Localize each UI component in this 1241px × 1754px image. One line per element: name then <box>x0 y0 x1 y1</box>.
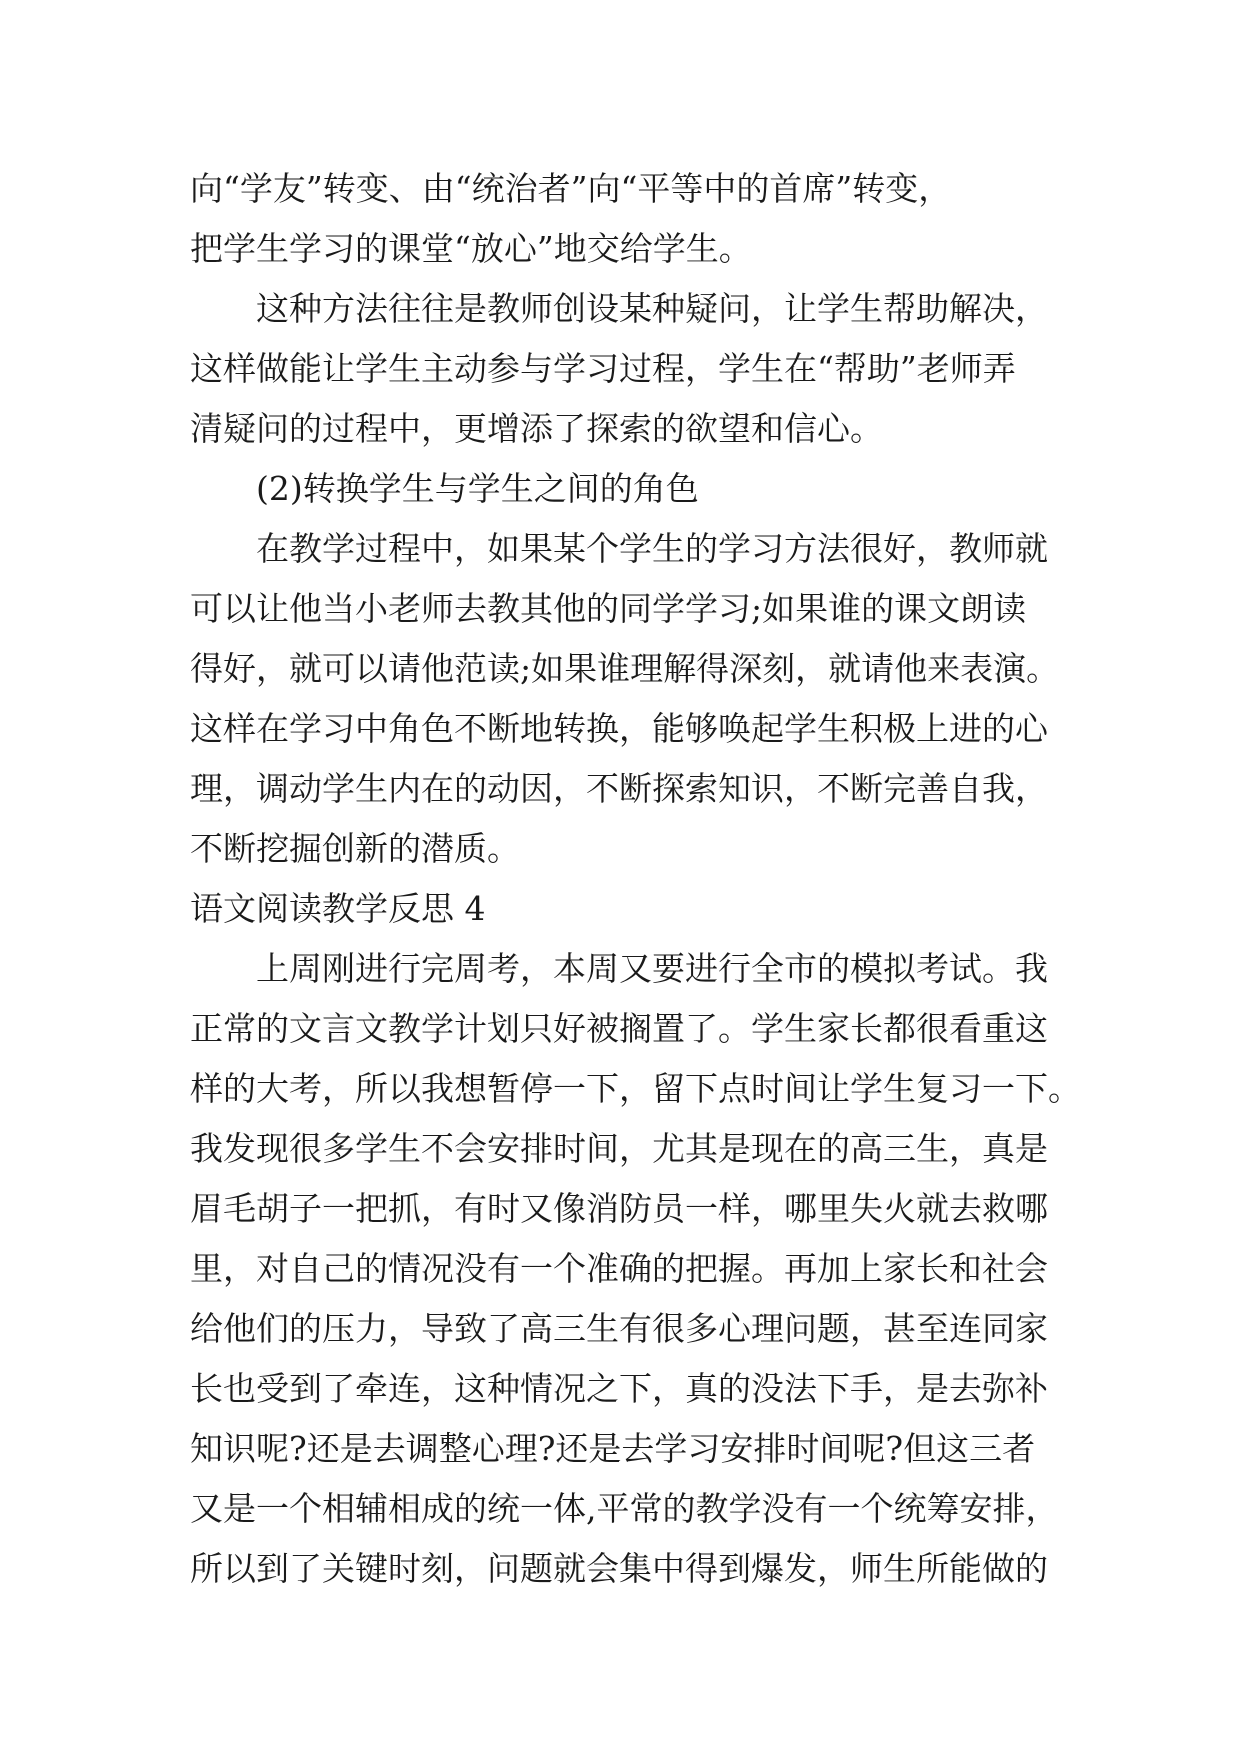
text-line: 可以让他当小老师去教其他的同学学习;如果谁的课文朗读 <box>190 589 1027 628</box>
text-line: 所以到了关键时刻，问题就会集中得到爆发，师生所能做的 <box>190 1549 1048 1588</box>
text-line: 不断挖掘创新的潜质。 <box>190 829 520 868</box>
paragraph-start-line: 上周刚进行完周考，本周又要进行全市的模拟考试。我 <box>256 949 1048 988</box>
text-line: 里，对自己的情况没有一个准确的把握。再加上家长和社会 <box>190 1249 1048 1288</box>
text-line: 又是一个相辅相成的统一体,平常的教学没有一个统筹安排， <box>190 1489 1059 1528</box>
text-line: 样的大考，所以我想暂停一下，留下点时间让学生复习一下。 <box>190 1069 1081 1108</box>
text-line: 这样做能让学生主动参与学习过程，学生在“帮助”老师弄 <box>190 349 1016 388</box>
text-line: 理，调动学生内在的动因，不断探索知识，不断完善自我， <box>190 769 1048 808</box>
paragraph-start-line: 在教学过程中，如果某个学生的学习方法很好，教师就 <box>256 529 1048 568</box>
text-line: 长也受到了牵连，这种情况之下，真的没法下手，是去弥补 <box>190 1369 1048 1408</box>
text-line: 眉毛胡子一把抓，有时又像消防员一样，哪里失火就去救哪 <box>190 1189 1048 1228</box>
text-line: 给他们的压力，导致了高三生有很多心理问题，甚至连同家 <box>190 1309 1048 1348</box>
text-line: 这样在学习中角色不断地转换，能够唤起学生积极上进的心 <box>190 709 1048 748</box>
text-line: 我发现很多学生不会安排时间，尤其是现在的高三生，真是 <box>190 1129 1048 1168</box>
section-title: 语文阅读教学反思 4 <box>190 889 486 928</box>
text-line: 知识呢?还是去调整心理?还是去学习安排时间呢?但这三者 <box>190 1429 1036 1468</box>
paragraph-start-line: 这种方法往往是教师创设某种疑问，让学生帮助解决， <box>256 289 1048 328</box>
text-line: 清疑问的过程中，更增添了探索的欲望和信心。 <box>190 409 883 448</box>
text-line: 向“学友”转变、由“统治者”向“平等中的首席”转变， <box>190 169 952 208</box>
text-line: 正常的文言文教学计划只好被搁置了。学生家长都很看重这 <box>190 1009 1048 1048</box>
text-line: 把学生学习的课堂“放心”地交给学生。 <box>190 229 752 268</box>
subheading: (2)转换学生与学生之间的角色 <box>256 469 699 508</box>
text-line: 得好，就可以请他范读;如果谁理解得深刻，就请他来表演。 <box>190 649 1060 688</box>
